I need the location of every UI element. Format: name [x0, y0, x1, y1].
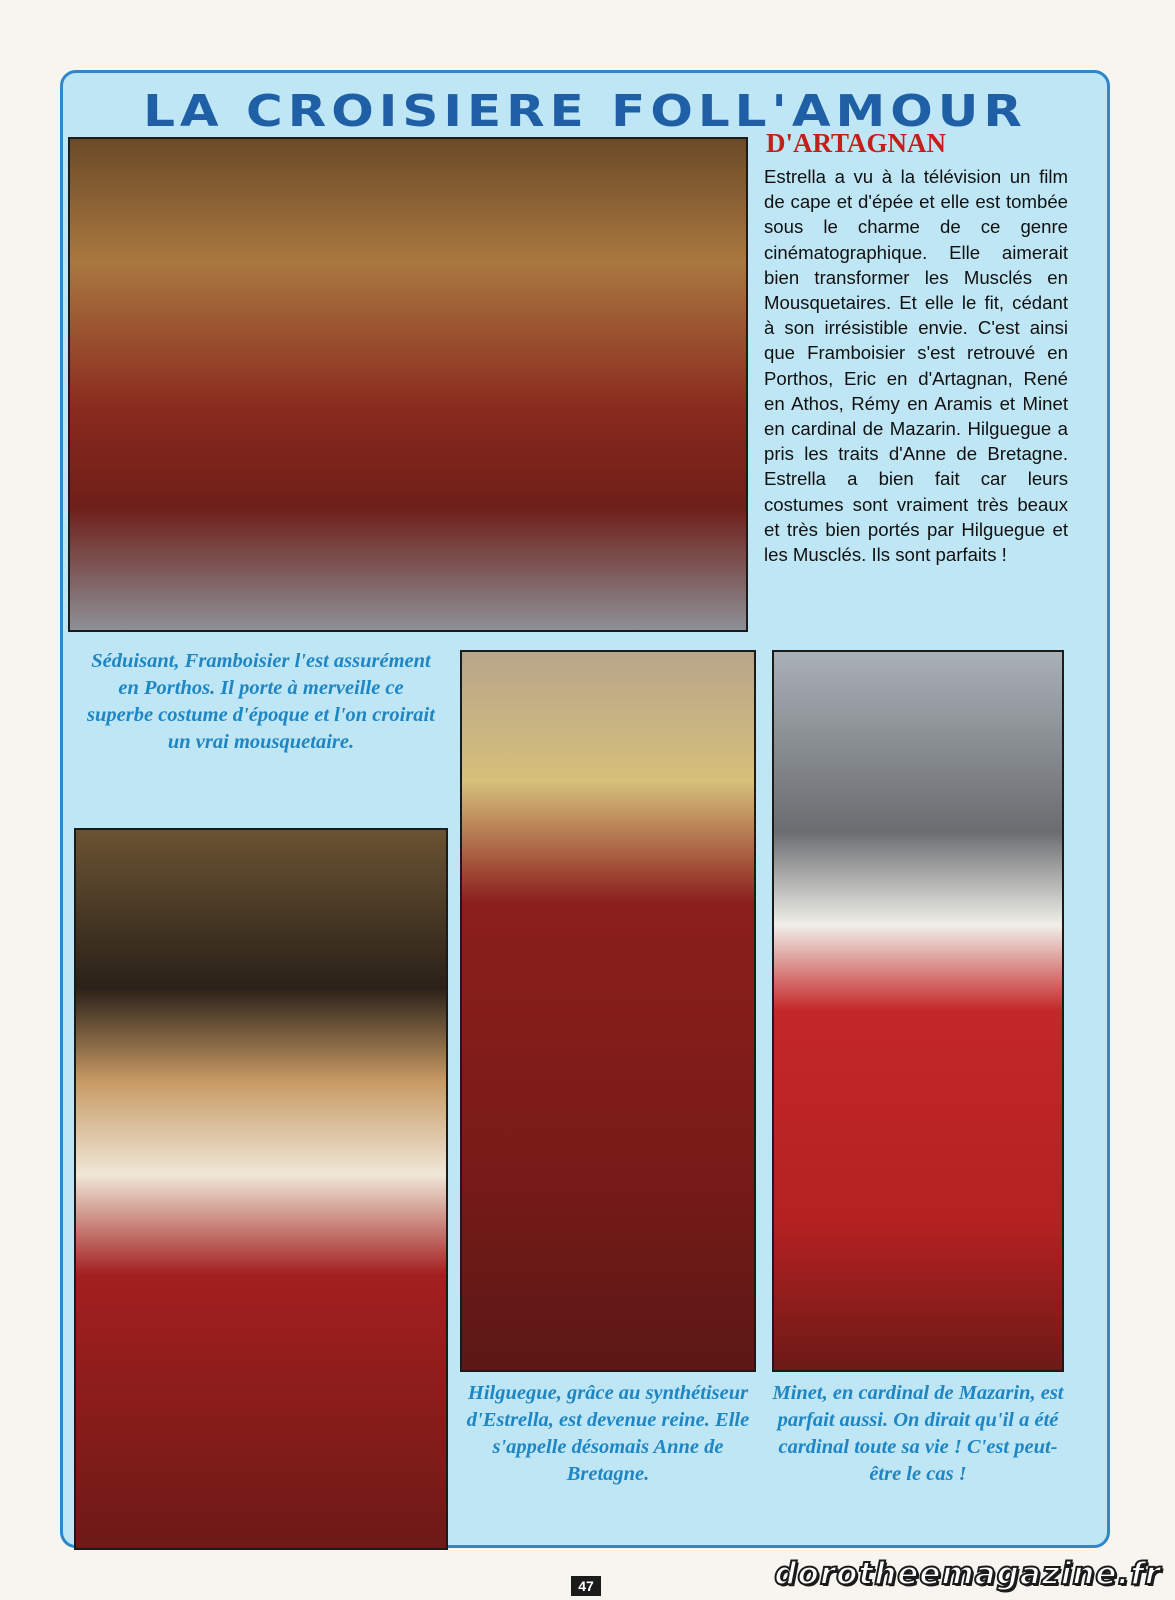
article-body: Estrella a vu à la télévision un film de cape et d'épée et elle est tombée sous le charme de ce genre cinématographique. Elle aimerait bien transformer les Musclés en Mousquetaires. Et elle le fit, cédant à son irrésistible envie. C'est ainsi que Framboisier s'est retrouvé en Porthos, Eric en d'Artagnan, René en Athos, Rémy en Aramis et Minet en cardinal de Mazarin. Hilguegue a pris les traits d'Anne de Bretagne. Estrella a bien fait car leurs costumes sont vraiment très beaux et très bien portés par Hilguegue et les Musclés. Ils sont parfaits !: [764, 166, 1068, 566]
article-heading: D'ARTAGNAN: [766, 128, 947, 158]
group-photo-musketeers: [68, 137, 748, 632]
caption-minet: Minet, en cardinal de Mazarin, est parfait aussi. On dirait qu'il a été cardinal toute sa vie ! C'est peut-être le cas !: [772, 1382, 1064, 1485]
caption-hilguegue: Hilguegue, grâce au synthétiseur d'Estrella, est devenue reine. Elle s'appelle désomais Anne de Bretagne.: [466, 1382, 750, 1485]
site-watermark: dorotheemagazine.fr: [774, 1556, 1161, 1592]
page-title: LA CROISIERE FOLL'AMOUR: [143, 85, 1027, 137]
photo-framboisier-porthos: [74, 828, 448, 1550]
photo-minet-cardinal: [772, 650, 1064, 1372]
photo-hilguegue-queen: [460, 650, 756, 1372]
caption-framboisier: Séduisant, Framboisier l'est assurément en Porthos. Il porte à merveille ce superbe costume d'époque et l'on croirait un vrai mousquetaire.: [87, 650, 435, 753]
page-number: 47: [571, 1576, 601, 1596]
